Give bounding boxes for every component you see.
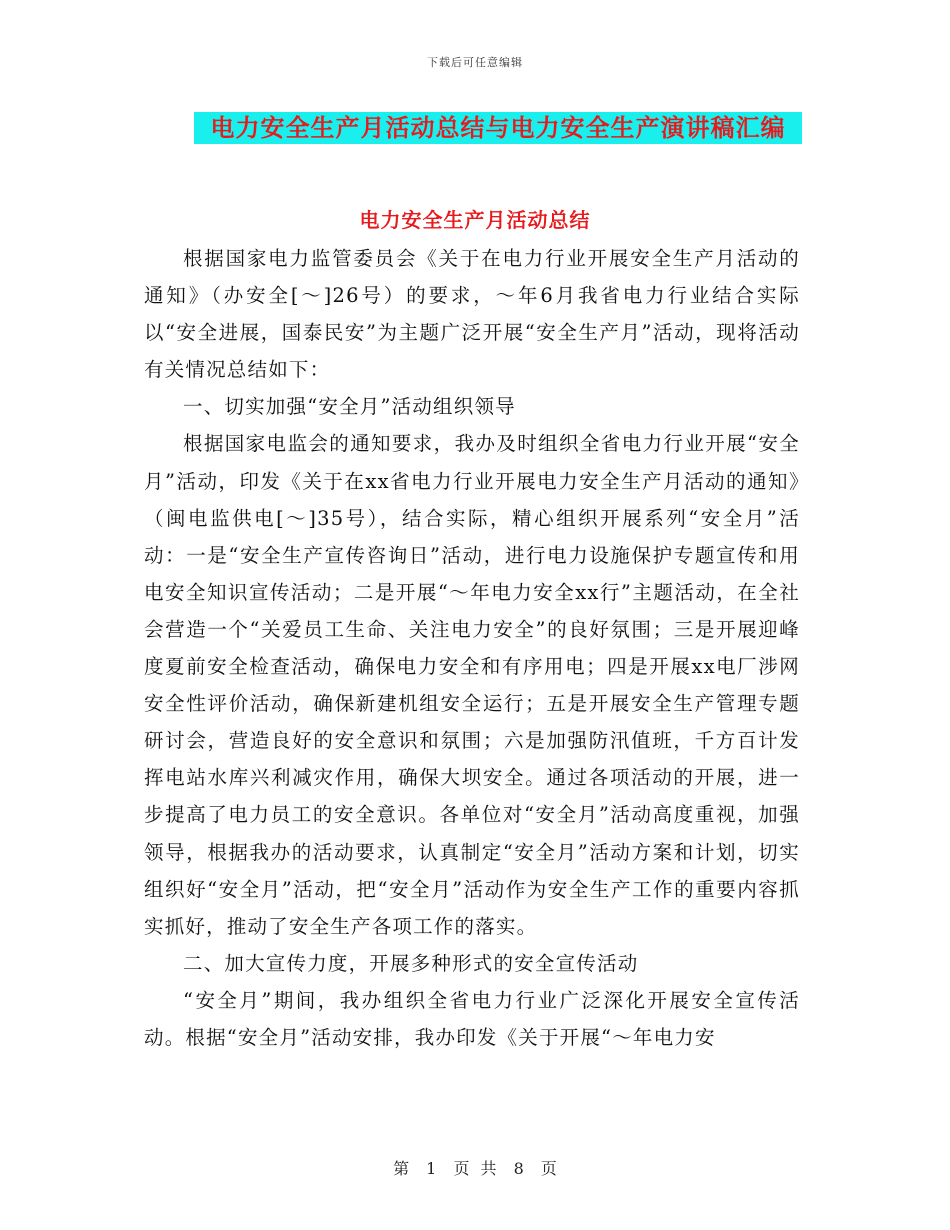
page-footer [0,1156,950,1179]
heading-two: 二、加大宣传力度，开展多种形式的安全宣传活动 [183,951,639,975]
paragraph-publicity: “安全月”期间，我办组织全省电力行业广泛深化开展安全宣传活动。根据“安全月”活动安排，我办印发《关于开展“～年电力安 [144,988,800,1049]
footer-total-pages: 8 [513,1159,524,1178]
footer-prefix: 第 [393,1159,410,1178]
body-text [144,240,800,1056]
footer-suffix: 页 [540,1159,557,1178]
document-title: 电力安全生产月活动总结与电力安全生产演讲稿汇编 [194,112,802,144]
footer-page-number: 1 [426,1159,437,1178]
header-note: 下载后可任意编辑 [427,56,523,69]
paragraph-organization: 根据国家电监会的通知要求，我办及时组织全省电力行业开展“安全月”活动，印发《关于在xx省电力行业开展电力安全生产月活动的通知》（闽电监供电[～]35号），结合实际，精心组织开展系列“安全月”活动：一是“安全生产宣传咨询日”活动，进行电力设施保护专题宣传和用电安全知识宣传活动；二是开展“～年电力安全xx行”主题活动，在全社会营造一个“关爱员工生命、关注电力安全”的良好氛围；三是开展迎峰度夏前安全检查活动，确保电力安全和有序用电；四是开展xx电厂涉网安全性评价活动，确保新建机组安全运行；五是开展安全生产管理专题研讨会，营造良好的安全意识和氛围；六是加强防汛值班，千方百计发挥电站水库兴利减灾作用，确保大坝安全。通过各项活动的开展，进一步提高了电力员工的安全意识。各单位对“安全月”活动高度重视，加强领导，根据我办的活动要求，认真制定“安全月”活动方案和计划，切实组织好“安全月”活动，把“安全月”活动作为安全生产工作的重要内容抓实抓好，推动了安全生产各项工作的落实。 [144,432,800,938]
heading-one: 一、切实加强“安全月”活动组织领导 [183,395,516,419]
paragraph-intro: 根据国家电力监管委员会《关于在电力行业开展安全生产月活动的通知》（办安全[～]26号）的要求，～年6月我省电力行业结合实际以“安全进展，国泰民安”为主题广泛开展“安全生产月”活动，现将活动有关情况总结如下： [144,247,800,382]
footer-middle: 页 共 [453,1159,497,1178]
section-title: 电力安全生产月活动总结 [359,208,591,232]
